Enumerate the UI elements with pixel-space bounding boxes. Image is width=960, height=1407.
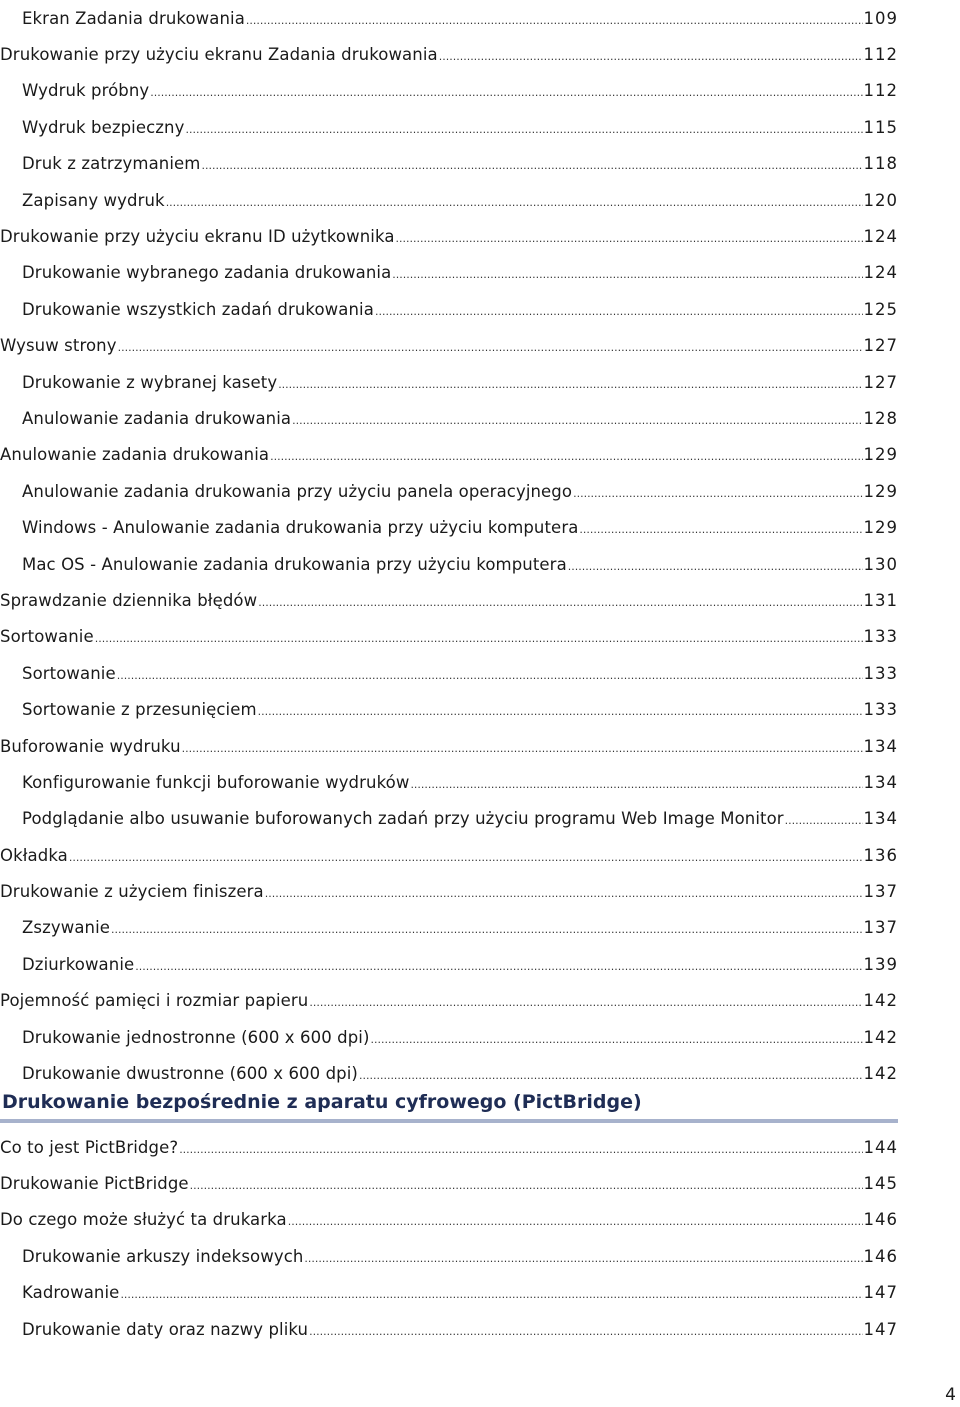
toc-entry-subsection[interactable] xyxy=(0,546,898,582)
toc-entry-page: 147 xyxy=(863,1319,898,1339)
toc-entry-subsection[interactable] xyxy=(0,109,898,145)
toc-entry-page: 133 xyxy=(863,627,898,647)
toc-entry-page: 142 xyxy=(863,991,898,1011)
toc-entry-section[interactable] xyxy=(0,619,898,655)
toc-entry-page: 130 xyxy=(863,554,898,574)
toc-dot-leader xyxy=(292,410,862,427)
toc-dot-leader xyxy=(95,628,863,645)
toc-entry-page: 134 xyxy=(863,809,898,829)
toc-dot-leader xyxy=(573,483,862,500)
toc-entry-title: Drukowanie wszystkich zadań drukowania xyxy=(22,299,374,319)
toc-dot-leader xyxy=(392,264,862,281)
toc-entry-page: 129 xyxy=(863,518,898,538)
toc-entry-title: Konfigurowanie funkcji buforowanie wydruków xyxy=(22,772,410,792)
toc-entry-page: 147 xyxy=(863,1283,898,1303)
toc-entry-title: Do czego może służyć ta drukarka xyxy=(0,1210,287,1230)
toc-entry-section[interactable] xyxy=(0,983,898,1019)
toc-entry-title: Drukowanie dwustronne (600 x 600 dpi) xyxy=(22,1064,358,1084)
toc-entry-section[interactable] xyxy=(0,837,898,873)
chapter-title[interactable]: Drukowanie bezpośrednie z aparatu cyfrowego (PictBridge) xyxy=(2,1091,642,1113)
toc-entry-section[interactable] xyxy=(0,873,898,909)
toc-dot-leader xyxy=(185,119,862,136)
toc-dot-leader xyxy=(179,1139,862,1156)
toc-entry-subsection[interactable] xyxy=(0,946,898,982)
toc-entry-title: Sortowanie xyxy=(22,663,116,683)
toc-entry-page: 146 xyxy=(863,1246,898,1266)
toc-entry-title: Windows - Anulowanie zadania drukowania przy użyciu komputera xyxy=(22,518,579,538)
toc-dot-leader xyxy=(246,10,863,27)
toc-entry-subsection[interactable] xyxy=(0,1238,898,1274)
toc-entry-page: 128 xyxy=(863,408,898,428)
toc-entry-title: Drukowanie daty oraz nazwy pliku xyxy=(22,1319,309,1339)
toc-entry-title: Anulowanie zadania drukowania xyxy=(0,445,270,465)
toc-entry-subsection[interactable] xyxy=(0,910,898,946)
toc-dot-leader xyxy=(265,883,863,900)
toc-entry-subsection[interactable] xyxy=(0,182,898,218)
toc-entry-page: 112 xyxy=(863,81,898,101)
toc-dot-leader xyxy=(111,919,862,936)
toc-entry-page: 129 xyxy=(863,481,898,501)
toc-entry-page: 118 xyxy=(863,154,898,174)
toc-entry-page: 131 xyxy=(863,590,898,610)
toc-dot-leader xyxy=(288,1211,863,1228)
toc-entry-title: Mac OS - Anulowanie zadania drukowania przy użyciu komputera xyxy=(22,554,567,574)
toc-entry-page: 112 xyxy=(863,45,898,65)
toc-entry-subsection[interactable] xyxy=(0,291,898,327)
toc-entry-page: 129 xyxy=(863,445,898,465)
toc-entry-subsection[interactable] xyxy=(0,655,898,691)
toc-dot-leader xyxy=(258,592,862,609)
toc-dot-leader xyxy=(371,1029,863,1046)
toc-entry-page: 133 xyxy=(863,700,898,720)
toc-dot-leader xyxy=(309,1321,862,1338)
toc-entry-title: Okładka xyxy=(0,845,68,865)
toc-entry-subsection[interactable] xyxy=(0,509,898,545)
toc-dot-leader xyxy=(568,556,863,573)
toc-entry-title: Kadrowanie xyxy=(22,1283,120,1303)
page-number: 4 xyxy=(945,1385,956,1405)
toc-entry-title: Co to jest PictBridge? xyxy=(0,1137,179,1157)
toc-entry-title: Drukowanie z wybranej kasety xyxy=(22,372,278,392)
chapter-heading xyxy=(0,1085,898,1123)
toc-entry-title: Anulowanie zadania drukowania xyxy=(22,408,292,428)
toc-entry-subsection[interactable] xyxy=(0,1019,898,1055)
toc-entry-title: Pojemność pamięci i rozmiar papieru xyxy=(0,991,309,1011)
toc-entry-page: 134 xyxy=(863,736,898,756)
toc-entry-page: 124 xyxy=(863,263,898,283)
chapter-heading-rule xyxy=(0,1119,898,1123)
toc-entry-title: Dziurkowanie xyxy=(22,954,135,974)
toc-entry-subsection[interactable] xyxy=(0,473,898,509)
toc-entry-section[interactable] xyxy=(0,218,898,254)
toc-entry-subsection[interactable] xyxy=(0,0,898,36)
toc-entry-title: Zszywanie xyxy=(22,918,111,938)
toc-entry-page: 127 xyxy=(863,372,898,392)
toc-dot-leader xyxy=(258,701,863,718)
toc-entry-subsection[interactable] xyxy=(0,691,898,727)
toc-entry-title: Podglądanie albo usuwanie buforowanych zadań przy użyciu programu Web Image Monitor xyxy=(22,809,784,829)
toc-entry-subsection[interactable] xyxy=(0,364,898,400)
toc-entry-section[interactable] xyxy=(0,582,898,618)
toc-entry-title: Zapisany wydruk xyxy=(22,190,165,210)
toc-dot-leader xyxy=(117,665,863,682)
toc-dot-leader xyxy=(270,446,862,463)
toc-entry-title: Drukowanie PictBridge xyxy=(0,1174,189,1194)
toc-entry-subsection[interactable] xyxy=(0,400,898,436)
toc-entry-section[interactable] xyxy=(0,728,898,764)
toc-dot-leader xyxy=(410,774,862,791)
toc-entry-title: Drukowanie arkuszy indeksowych xyxy=(22,1246,304,1266)
toc-entry-page: 109 xyxy=(863,8,898,28)
toc-entry-subsection[interactable] xyxy=(0,764,898,800)
toc-entry-section[interactable] xyxy=(0,437,898,473)
toc-entry-title: Drukowanie wybranego zadania drukowania xyxy=(22,263,392,283)
toc-dot-leader xyxy=(201,155,862,172)
toc-entry-subsection[interactable] xyxy=(0,255,898,291)
toc-dot-leader xyxy=(375,301,863,318)
toc-entry-page: 134 xyxy=(863,772,898,792)
toc-entry-subsection[interactable] xyxy=(0,146,898,182)
toc-dot-leader xyxy=(278,374,862,391)
toc-dot-leader xyxy=(190,1175,863,1192)
toc-entry-title: Druk z zatrzymaniem xyxy=(22,154,201,174)
toc-entry-subsection[interactable] xyxy=(0,1275,898,1311)
toc-dot-leader xyxy=(150,82,862,99)
toc-entry-title: Sortowanie xyxy=(0,627,94,647)
toc-entry-page: 139 xyxy=(863,954,898,974)
toc-entry-page: 127 xyxy=(863,336,898,356)
toc-dot-leader xyxy=(309,992,862,1009)
toc-entry-title: Sprawdzanie dziennika błędów xyxy=(0,590,258,610)
toc-entry-title: Drukowanie przy użyciu ekranu ID użytkownika xyxy=(0,227,395,247)
toc-entry-page: 145 xyxy=(863,1174,898,1194)
toc-list-part2 xyxy=(0,1129,898,1347)
toc-entry-title: Wysuw strony xyxy=(0,336,117,356)
toc-dot-leader xyxy=(118,337,863,354)
toc-entry-page: 137 xyxy=(863,918,898,938)
toc-entry-section[interactable] xyxy=(0,36,898,72)
toc-entry-page: 142 xyxy=(863,1027,898,1047)
toc-entry-page: 124 xyxy=(863,227,898,247)
toc-dot-leader xyxy=(182,738,863,755)
toc-dot-leader xyxy=(396,228,863,245)
toc-entry-page: 142 xyxy=(863,1064,898,1084)
toc-entry-title: Ekran Zadania drukowania xyxy=(22,8,245,28)
toc-dot-leader xyxy=(120,1284,862,1301)
toc-entry-title: Drukowanie jednostronne (600 x 600 dpi) xyxy=(22,1027,370,1047)
toc-entry-subsection[interactable] xyxy=(0,801,898,837)
toc-dot-leader xyxy=(166,192,863,209)
toc-entry-subsection[interactable] xyxy=(0,1311,898,1347)
toc-dot-leader xyxy=(439,46,863,63)
toc-dot-leader xyxy=(304,1248,862,1265)
toc-dot-leader xyxy=(579,519,862,536)
toc-entry-page: 115 xyxy=(863,117,898,137)
toc-dot-leader xyxy=(785,810,863,827)
toc-entry-title: Wydruk bezpieczny xyxy=(22,117,185,137)
toc-entry-section[interactable] xyxy=(0,1129,898,1165)
toc-entry-page: 144 xyxy=(863,1137,898,1157)
toc-entry-title: Anulowanie zadania drukowania przy użyciu panela operacyjnego xyxy=(22,481,573,501)
toc-entry-page: 136 xyxy=(863,845,898,865)
toc-entry-page: 125 xyxy=(863,299,898,319)
toc-entry-title: Drukowanie z użyciem finiszera xyxy=(0,882,264,902)
toc-entry-title: Drukowanie przy użyciu ekranu Zadania drukowania xyxy=(0,45,438,65)
toc-entry-section[interactable] xyxy=(0,1202,898,1238)
toc-entry-page: 146 xyxy=(863,1210,898,1230)
toc-entry-subsection[interactable] xyxy=(0,73,898,109)
toc-dot-leader xyxy=(69,847,863,864)
toc-entry-title: Buforowanie wydruku xyxy=(0,736,181,756)
toc-entry-section[interactable] xyxy=(0,1165,898,1201)
toc-dot-leader xyxy=(359,1065,863,1082)
toc-entry-page: 137 xyxy=(863,882,898,902)
toc-entry-section[interactable] xyxy=(0,328,898,364)
toc-entry-page: 120 xyxy=(863,190,898,210)
toc-entry-page: 133 xyxy=(863,663,898,683)
toc-dot-leader xyxy=(135,956,862,973)
toc-entry-title: Sortowanie z przesunięciem xyxy=(22,700,257,720)
toc-entry-title: Wydruk próbny xyxy=(22,81,150,101)
